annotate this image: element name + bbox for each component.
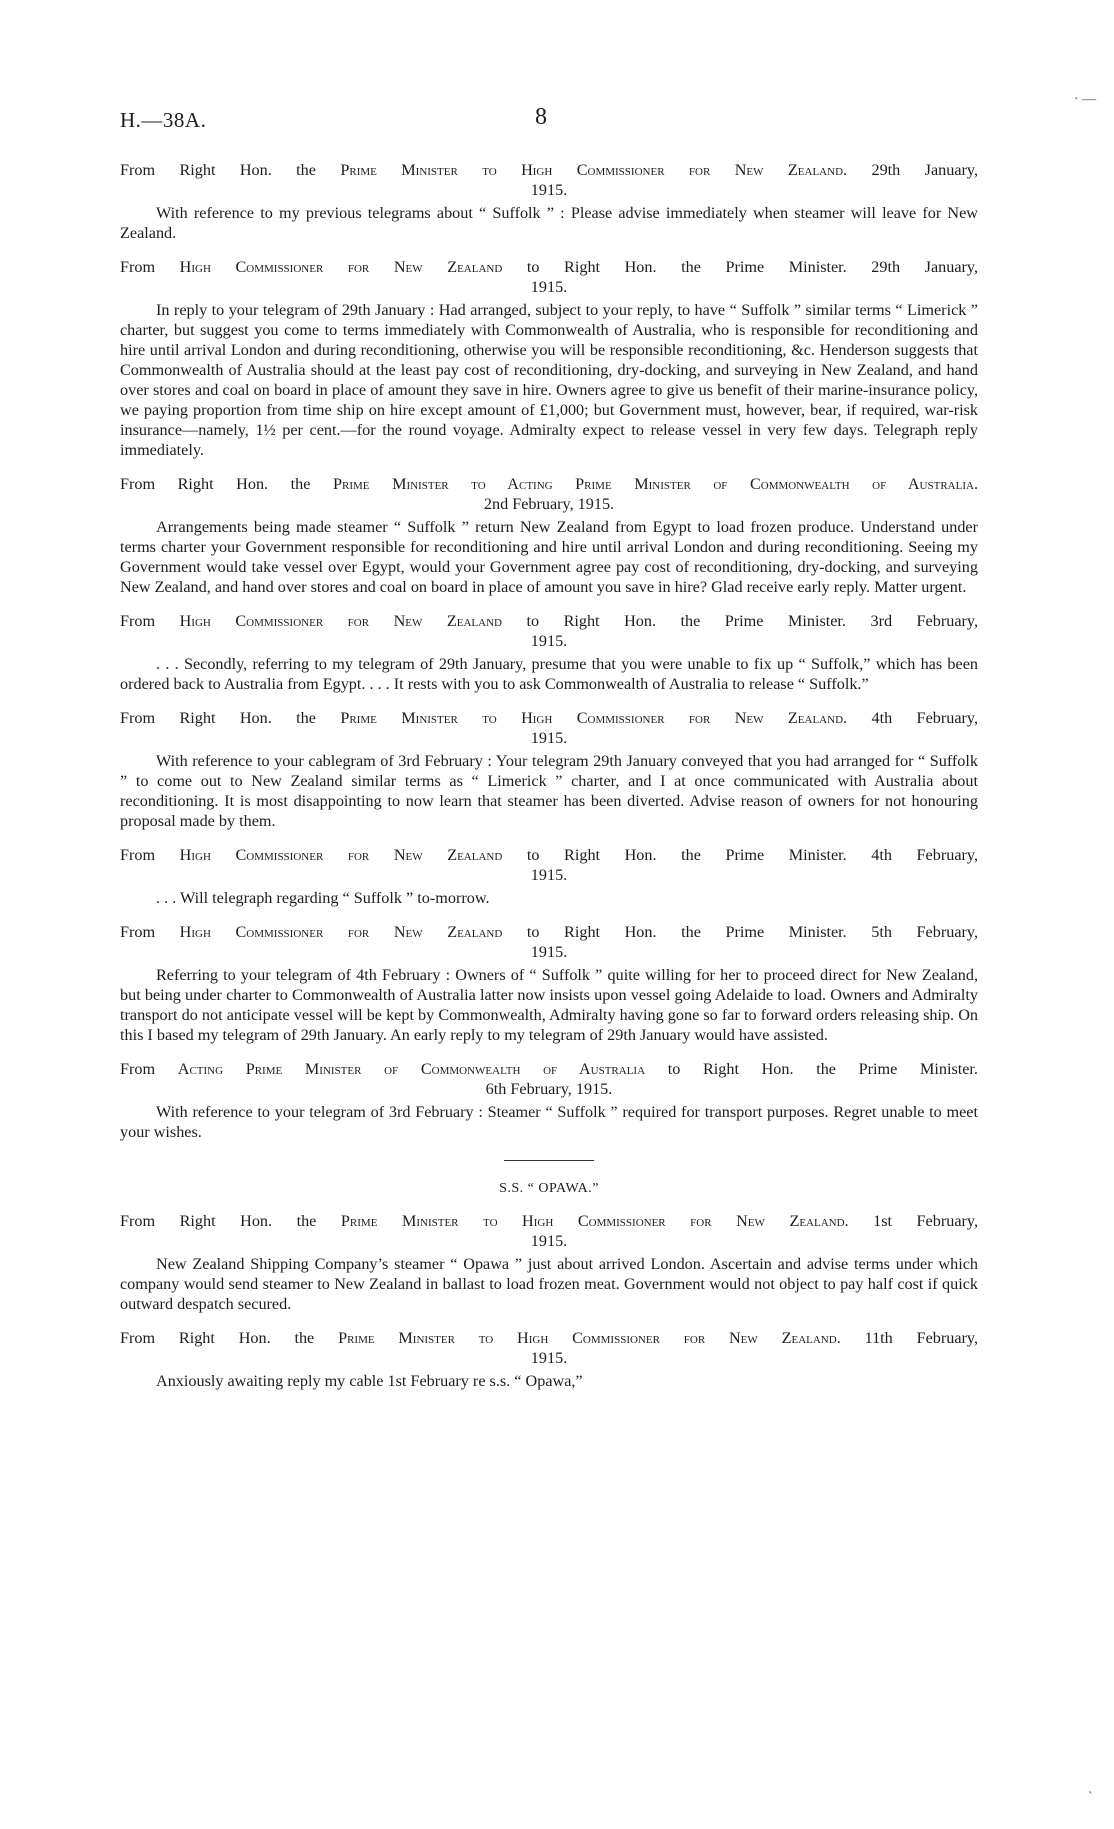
telegram-header: From Right Hon. the Prime Minister to High Commissioner for New Zealand. 1st February, xyxy=(120,1212,978,1230)
telegram-body: Referring to your telegram of 4th February : Owners of “ Suffolk ” quite willing for her to proceed direct for New Zealand, but being under charter to Commonwealth of Australia latter now insists upon vessel going Adelaide to load. Owners and Admiralty transport do not anticipate vessel will be kept by Commonwealth, Admiralty having gone so far to forward orders releasing ship. On this I based my telegram of 29th January. An early reply to my telegram of 29th January would have assisted. xyxy=(120,966,978,1044)
telegram-date: 6th February, 1915. xyxy=(485,1080,613,1098)
telegram-date: 1915. xyxy=(530,729,568,747)
telegram xyxy=(120,611,978,694)
telegram xyxy=(120,257,978,460)
telegram-body: . . . Will telegraph regarding “ Suffolk ” to-morrow. xyxy=(156,889,490,907)
page-number: 8 xyxy=(535,104,547,130)
telegram-body: . . . Secondly, referring to my telegram of 29th January, presume that you were unable to fix up “ Suffolk,” which has been ordered back to Australia from Egypt. . . . It rests with you to ask Commonwealth of Australia to release “ Suffolk.” xyxy=(120,655,978,693)
telegram xyxy=(120,160,978,243)
telegram-header: From High Commissioner for New Zealand to Right Hon. the Prime Minister. 4th February, xyxy=(120,846,978,864)
telegram-date: 1915. xyxy=(530,632,568,650)
telegram-body: New Zealand Shipping Company’s steamer “ Opawa ” just about arrived London. Ascertain and advise terms under which company would send steamer to New Zealand in ballast to load frozen meat. Government would not object to pay half cost if quick outward despatch secured. xyxy=(120,1255,978,1313)
telegram-body: In reply to your telegram of 29th January : Had arranged, subject to your reply, to have “ Suffolk ” similar terms “ Limerick ” charter, but suggest you come to terms immediately with Commonwealth of Australia, who is responsible for reconditioning and hire until arrival London and during reconditioning, otherwise you will be responsible reconditioning, &c. Henderson suggests that Commonwealth of Australia should at the least pay cost of reconditioning, dry-docking, and surveying in New Zealand, and hand over stores and coal on board in place of amount they save in hire. Owners agree to give us benefit of their marine-insurance policy, we paying proportion from time ship on hire except amount of £1,000; but Government must, however, bear, if required, war-risk insurance—namely, 1½ per cent.—for the round voyage. Admiralty expect to release vessel in very few days. Telegraph reply immediately. xyxy=(120,301,978,459)
telegram-date: 2nd February, 1915. xyxy=(483,495,615,513)
telegram-header: From Right Hon. the Prime Minister to High Commissioner for New Zealand. 4th February, xyxy=(120,709,978,727)
telegram-body: Arrangements being made steamer “ Suffolk ” return New Zealand from Egypt to load frozen produce. Understand under terms charter your Government responsible for reconditioning and hire until arrival London and during reconditioning. Seeing my Government would take vessel over Egypt, would your Government agree pay cost of reconditioning, dry-docking, and surveying New Zealand, and hand over stores and coal on board in place of amount you save in hire? Glad receive early reply. Matter urgent. xyxy=(120,518,978,596)
telegram-date: 1915. xyxy=(530,278,568,296)
telegram-date: 1915. xyxy=(530,181,568,199)
telegram-header: From Right Hon. the Prime Minister to High Commissioner for New Zealand. 11th February, xyxy=(120,1329,979,1347)
telegram xyxy=(120,1211,978,1314)
telegram-header: From Acting Prime Minister of Commonwealth of Australia to Right Hon. the Prime Minister. xyxy=(120,1060,978,1078)
telegram-date: 1915. xyxy=(530,866,568,884)
telegram xyxy=(120,1328,978,1391)
telegram xyxy=(120,1059,978,1142)
telegram-header: From High Commissioner for New Zealand to Right Hon. the Prime Minister. 5th February, xyxy=(120,923,978,941)
margin-mark: ` xyxy=(1088,1790,1093,1805)
margin-mark: · — xyxy=(1074,92,1097,107)
telegram-date: 1915. xyxy=(530,1232,568,1250)
telegram-body: With reference to your cablegram of 3rd February : Your telegram 29th January conveyed that you had arranged for “ Suffolk ” to come out to New Zealand similar terms as “ Limerick ” charter, and I at once communicated with Australia about reconditioning. It is most disappointing to now learn that steamer has been diverted. Advise reason of owners for not honouring proposal made by them. xyxy=(120,752,978,830)
telegram-date: 1915. xyxy=(530,943,568,961)
telegram-header: From Right Hon. the Prime Minister to Acting Prime Minister of Commonwealth of Australia. xyxy=(120,475,978,493)
telegram-body: With reference to your telegram of 3rd February : Steamer “ Suffolk ” required for transport purposes. Regret unable to meet your wishes. xyxy=(120,1103,978,1141)
section-divider xyxy=(504,1160,594,1161)
telegram-header: From High Commissioner for New Zealand to Right Hon. the Prime Minister. 29th January, xyxy=(120,258,978,276)
telegram-header: From Right Hon. the Prime Minister to High Commissioner for New Zealand. 29th January, xyxy=(120,161,978,179)
telegram-body: Anxiously awaiting reply my cable 1st February re s.s. “ Opawa,” xyxy=(156,1372,583,1390)
telegram xyxy=(120,708,978,831)
telegram-body: With reference to my previous telegrams about “ Suffolk ” : Please advise immediately when steamer will leave for New Zealand. xyxy=(120,204,978,242)
running-head xyxy=(120,104,980,138)
section-title: S.S. “ OPAWA.” xyxy=(499,1181,599,1196)
telegram xyxy=(120,474,978,597)
page-reference: H.—38A. xyxy=(120,108,207,132)
telegram xyxy=(120,922,978,1045)
telegram-header: From High Commissioner for New Zealand to Right Hon. the Prime Minister. 3rd February, xyxy=(120,612,978,630)
document-body xyxy=(120,160,978,1405)
telegram xyxy=(120,845,978,908)
telegram-date: 1915. xyxy=(530,1349,568,1367)
